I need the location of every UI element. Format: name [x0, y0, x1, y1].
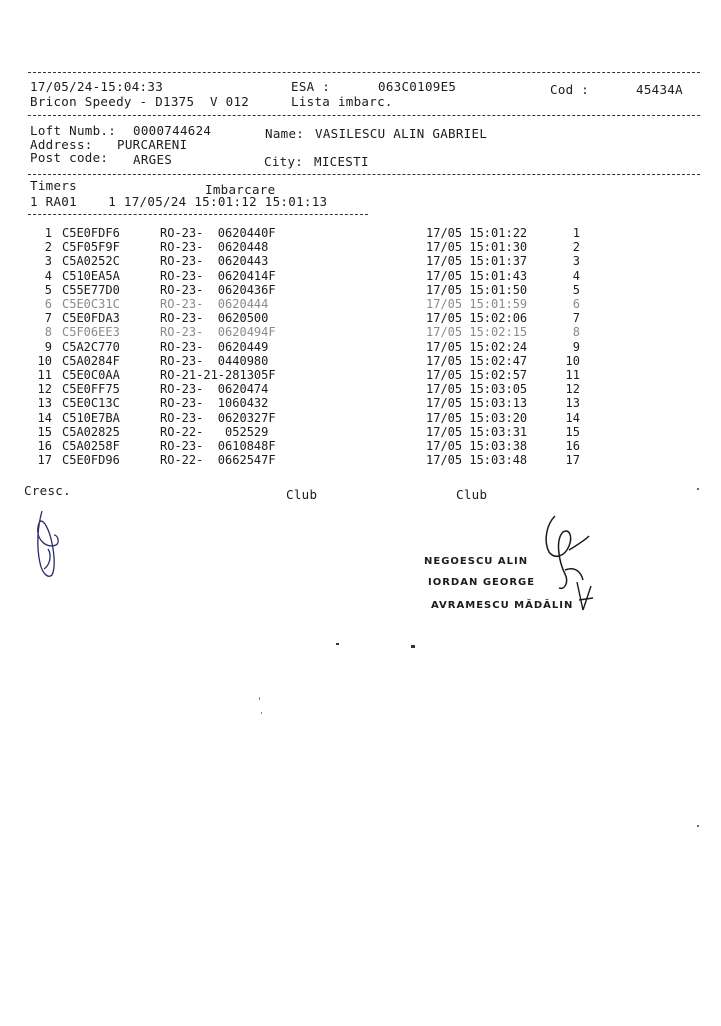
club-signer-3: AVRAMESCU MĂDĂLIN [431, 600, 574, 611]
table-row [0, 241, 721, 253]
bird-ring-number: RO-23- 0620414F [160, 268, 276, 283]
timers-divider [28, 214, 368, 215]
bird-chip-id: C5F05F9F [62, 240, 120, 255]
print-datetime: 17/05/24-15:04:33 [30, 79, 164, 94]
bird-chip-id: C55E77D0 [62, 282, 120, 297]
bird-ring-number: RO-23- 0620443 [160, 254, 269, 269]
bird-ring-number: RO-22- 052529 [160, 424, 269, 439]
timer-line: 1 RA01 1 17/05/24 15:01:12 15:01:13 [30, 194, 328, 209]
bird-index: 9 [44, 339, 52, 354]
loft-number: 0000744624 [133, 123, 212, 138]
club-signatures [525, 510, 600, 620]
bird-index: 13 [37, 396, 52, 411]
bird-basketing-time: 17/05 15:01:43 [426, 268, 528, 283]
bird-index: 3 [44, 254, 52, 269]
esa-value: 063C0109E5 [378, 79, 457, 94]
bird-basketing-time: 17/05 15:02:15 [426, 325, 528, 340]
post-code-value: ARGES [133, 152, 173, 167]
table-row [0, 397, 721, 409]
club-label-2: Club [456, 487, 488, 502]
bird-sequence: 5 [572, 282, 580, 297]
bird-chip-id: C5A02825 [62, 424, 120, 439]
club-signer-2: IORDAN GEORGE [428, 577, 536, 588]
name-label: Name: [265, 126, 305, 141]
scan-speck [697, 488, 699, 490]
bird-sequence: 9 [572, 339, 580, 354]
bird-index: 17 [37, 453, 52, 468]
bird-basketing-time: 17/05 15:01:30 [426, 240, 528, 255]
bird-sequence: 1 [572, 226, 580, 240]
address-label: Address: [30, 137, 93, 152]
loft-label: Loft Numb.: [30, 123, 117, 138]
bird-chip-id: C510E7BA [62, 410, 120, 425]
club-signer-1: NEGOESCU ALIN [424, 556, 529, 567]
bird-index: 16 [37, 439, 52, 453]
bird-ring-number: RO-23- 1060432 [160, 396, 269, 411]
bird-ring-number: RO-23- 0620440F [160, 226, 276, 240]
bird-sequence: 2 [572, 240, 580, 255]
table-row [0, 412, 721, 424]
bird-index: 2 [44, 240, 52, 255]
table-row [0, 270, 721, 282]
cod-label: Cod : [550, 82, 590, 97]
table-row [0, 326, 721, 338]
bird-sequence: 14 [565, 410, 580, 425]
bird-ring-number: RO-23- 0620327F [160, 410, 276, 425]
table-row [0, 369, 721, 381]
bird-chip-id: C5E0FF75 [62, 382, 120, 397]
bird-sequence: 12 [565, 382, 580, 397]
bird-index: 5 [44, 282, 52, 297]
table-row [0, 454, 721, 466]
bird-sequence: 17 [565, 453, 580, 468]
bird-chip-id: C510EA5A [62, 268, 120, 283]
bird-index: 6 [44, 297, 52, 311]
bird-basketing-time: 17/05 15:01:22 [426, 226, 528, 240]
cod-value: 45434A [636, 82, 683, 97]
bird-chip-id: C5E0C0AA [62, 368, 120, 382]
table-row [0, 298, 721, 310]
bird-basketing-time: 17/05 15:03:48 [426, 453, 528, 468]
bird-ring-number: RO-23- 0620448 [160, 240, 269, 255]
city-label: City: [264, 154, 304, 169]
owner-bottom-divider [28, 174, 700, 175]
bird-basketing-time: 17/05 15:01:59 [426, 297, 528, 311]
bird-chip-id: C5F06EE3 [62, 325, 120, 340]
scan-speck [259, 697, 260, 700]
owner-name: VASILESCU ALIN GABRIEL [315, 126, 488, 141]
bird-index: 14 [37, 410, 52, 425]
bird-basketing-time: 17/05 15:03:05 [426, 382, 528, 397]
device-id: Bricon Speedy - D1375 V 012 [30, 94, 250, 109]
imbarcare-label: Imbarcare [205, 182, 276, 197]
table-row [0, 312, 721, 324]
bird-sequence: 10 [565, 353, 580, 368]
bird-chip-id: C5A0258F [62, 439, 120, 453]
bird-sequence: 15 [565, 424, 580, 439]
bird-basketing-time: 17/05 15:01:37 [426, 254, 528, 269]
bird-basketing-time: 17/05 15:02:57 [426, 368, 528, 382]
timers-label: Timers [30, 178, 77, 193]
bird-basketing-time: 17/05 15:01:50 [426, 282, 528, 297]
bird-index: 4 [44, 268, 52, 283]
bird-basketing-time: 17/05 15:02:06 [426, 311, 528, 326]
bird-sequence: 7 [572, 311, 580, 326]
bird-chip-id: C5E0C13C [62, 396, 120, 411]
bird-ring-number: RO-22- 0662547F [160, 453, 276, 468]
fancier-signature [28, 505, 68, 585]
bird-index: 10 [37, 353, 52, 368]
bird-chip-id: C5E0C31C [62, 297, 120, 311]
table-row [0, 440, 721, 452]
bird-sequence: 4 [572, 268, 580, 283]
esa-label: ESA : [291, 79, 331, 94]
bird-sequence: 13 [565, 396, 580, 411]
bird-sequence: 8 [572, 325, 580, 340]
bird-ring-number: RO-21-21-281305F [160, 368, 276, 382]
table-row [0, 426, 721, 438]
bird-basketing-time: 17/05 15:03:20 [426, 410, 528, 425]
club-label-1: Club [286, 487, 318, 502]
table-row [0, 355, 721, 367]
bird-chip-id: C5A0284F [62, 353, 120, 368]
bird-ring-number: RO-23- 0620494F [160, 325, 276, 340]
bird-basketing-time: 17/05 15:03:13 [426, 396, 528, 411]
bird-ring-number: RO-23- 0620500 [160, 311, 269, 326]
bird-index: 15 [37, 424, 52, 439]
bird-chip-id: C5E0FD96 [62, 453, 120, 468]
bird-basketing-time: 17/05 15:02:24 [426, 339, 528, 354]
bird-ring-number: RO-23- 0610848F [160, 439, 276, 453]
bird-basketing-time: 17/05 15:03:38 [426, 439, 528, 453]
bird-index: 8 [44, 325, 52, 340]
header-top-divider [28, 72, 700, 73]
bird-basketing-time: 17/05 15:02:47 [426, 353, 528, 368]
cresc-label: Cresc. [24, 483, 71, 498]
bird-chip-id: C5E0FDA3 [62, 311, 120, 326]
bird-sequence: 3 [572, 254, 580, 269]
bird-index: 1 [44, 226, 52, 240]
scan-speck [697, 825, 699, 827]
bird-sequence: 16 [565, 439, 580, 453]
address-value: PURCARENI [117, 137, 188, 152]
scan-speck [411, 645, 415, 648]
bird-chip-id: C5A2C770 [62, 339, 120, 354]
bird-ring-number: RO-23- 0620449 [160, 339, 269, 354]
bird-index: 12 [37, 382, 52, 397]
scan-speck [261, 712, 262, 714]
scan-speck [336, 643, 339, 645]
bird-basketing-time: 17/05 15:03:31 [426, 424, 528, 439]
bird-ring-number: RO-23- 0440980 [160, 353, 269, 368]
header-bottom-divider [28, 115, 700, 116]
bird-sequence: 11 [565, 368, 580, 382]
bird-ring-number: RO-23- 0620474 [160, 382, 269, 397]
bird-ring-number: RO-23- 0620436F [160, 282, 276, 297]
table-row [0, 341, 721, 353]
bird-ring-number: RO-23- 0620444 [160, 297, 269, 311]
bird-chip-id: C5A0252C [62, 254, 120, 269]
table-row [0, 227, 721, 239]
bird-chip-id: C5E0FDF6 [62, 226, 120, 240]
doc-type: Lista imbarc. [291, 94, 393, 109]
table-row [0, 284, 721, 296]
post-code-label: Post code: [30, 150, 109, 165]
table-row [0, 383, 721, 395]
bird-index: 7 [44, 311, 52, 326]
city-value: MICESTI [314, 154, 369, 169]
bird-sequence: 6 [572, 297, 580, 311]
table-row [0, 255, 721, 267]
bird-index: 11 [37, 368, 52, 382]
